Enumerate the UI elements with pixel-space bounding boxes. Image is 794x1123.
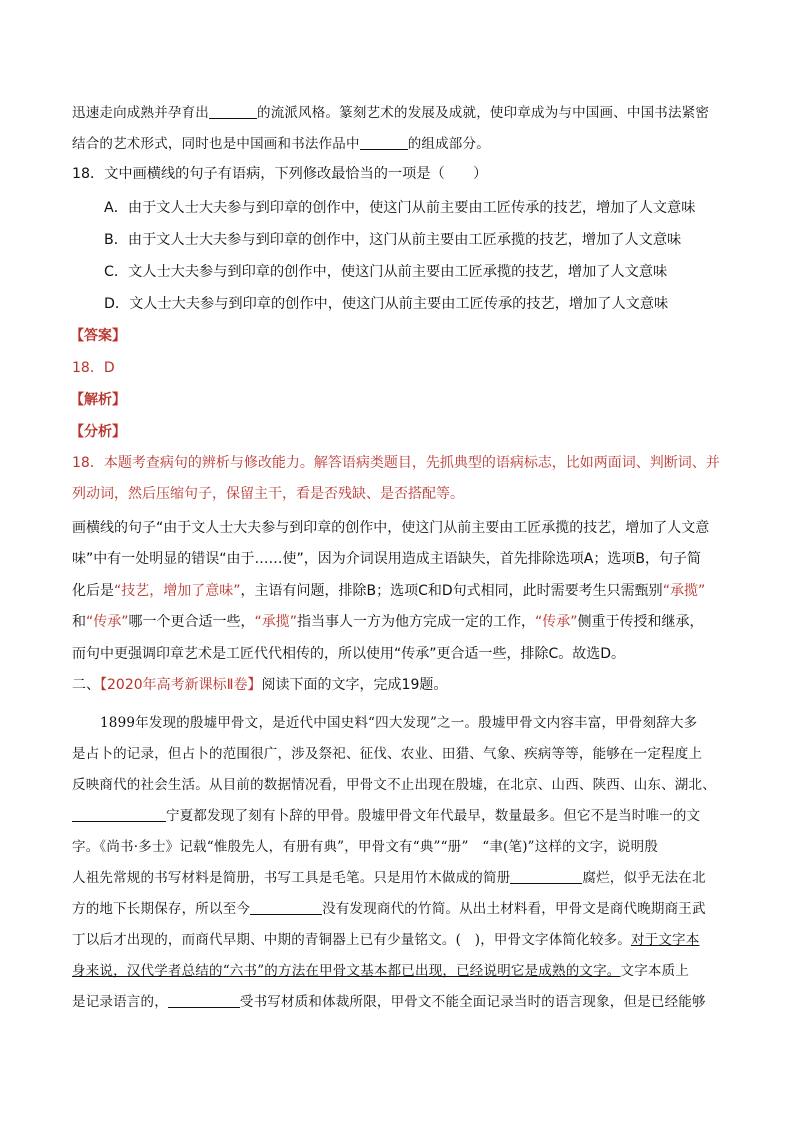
passage-line-6: 人祖先常规的书写材料是简册，书写工具是毛笔。只是用竹木做成的简册 腐烂，似乎无法在北	[72, 870, 706, 886]
passage-line-2: 是占卜的记录，但占卜的范围很广，涉及祭祀、征伐、农业、田猎、气象、疾病等等，能够在一定程度上	[72, 746, 703, 762]
analysis-p2-line-4: 和“传承”哪一个更合适一些，“承揽”指当事人一方为他方完成一定的工作，“传承”侧重于传授和继承，	[72, 614, 704, 630]
analysis-sub-label: 【分析】	[70, 424, 126, 440]
option-d: D．文人士大夫参与到印章的创作中，使这门从前主要由工匠传承的技艺，增加了人文意味	[104, 296, 669, 312]
intro-line-1: 迅速走向成熟并孕育出 的流派风格。篆刻艺术的发展及成就，使印章成为与中国画、中国书法紧密	[72, 105, 710, 121]
analysis-p2-line-2: 味”中有一处明显的错误“由于……使”，因为介词误用造成主语缺失，首先排除选项A；选项B，句子简	[72, 551, 701, 567]
passage-line-5: 字。《尚书·多士》记载“惟殷先人，有册有典”，甲骨文有“典”“册” “聿(笔)”这样的文字，说明殷	[72, 839, 659, 855]
passage-line-10: 是记录语言的， 受书写材质和体裁所限，甲骨文不能全面记录当时的语言现象，但是已经能够	[72, 994, 706, 1010]
passage-line-8: 丁以后才出现的，而商代早期、中期的青铜器上已有少量铭文。( )，甲骨文字体简化较多。对于文字本	[72, 932, 700, 948]
option-c: C．文人士大夫参与到印章的创作中，使这门从前主要由工匠承揽的技艺，增加了人文意味	[104, 264, 668, 280]
analysis-label: 【解析】	[70, 392, 126, 408]
answer-label: 【答案】	[70, 328, 126, 344]
passage-line-9: 身来说，汉代学者总结的“六书”的方法在甲骨文基本都已出现，已经说明它是成熟的文字。文字本质上	[72, 963, 690, 979]
option-a: A．由于文人士大夫参与到印章的创作中，使这门从前主要由工匠传承的技艺，增加了人文意味	[104, 200, 696, 216]
analysis-p2-line-3: 化后是“技艺，增加了意味”，主语有问题，排除B；选项C和D句式相同，此时需要考生只需甄别“承揽”	[72, 583, 706, 599]
question-18: 18．文中画横线的句子有语病，下列修改最恰当的一项是（ ）	[72, 166, 488, 182]
answer-value: 18．D	[72, 360, 115, 376]
analysis-p1-line-2: 列动词，然后压缩句子，保留主干，看是否残缺、是否搭配等。	[72, 486, 464, 502]
fill-blank	[250, 900, 322, 915]
passage-line-1: 1899年发现的殷墟甲骨文，是近代中国史料“四大发现”之一。殷墟甲骨文内容丰富，甲骨刻辞大多	[100, 715, 698, 731]
analysis-p1-line-1: 18．本题考查病句的辨析与修改能力。解答语病类题目，先抓典型的语病标志，比如两面词、判断词、并	[72, 455, 720, 471]
passage-line-3: 反映商代的社会生活。从目前的数据情况看，甲骨文不止出现在殷墟，在北京、山西、陕西、山东、湖北、	[72, 777, 716, 793]
fill-blank	[510, 869, 582, 884]
section-2-header: 二、【2020年高考新课标Ⅱ卷】阅读下面的文字，完成19题。	[72, 677, 448, 693]
analysis-p2-line-1: 画横线的句子“由于文人士大夫参与到印章的创作中，使这门从前主要由工匠承揽的技艺，增加了人文意	[72, 520, 710, 536]
option-b: B．由于文人士大夫参与到印章的创作中，这门从前主要由工匠承揽的技艺，增加了人文意味	[104, 232, 682, 248]
fill-blank	[209, 104, 257, 119]
fill-blank	[360, 135, 408, 150]
passage-line-4: 宁夏都发现了刻有卜辞的甲骨。殷墟甲骨文年代最早，数量最多。但它不是当时唯一的文	[72, 804, 700, 824]
passage-line-7: 方的地下长期保存，所以至今 没有发现商代的竹简。从出土材料看，甲骨文是商代晚期商王武	[72, 901, 706, 917]
fill-blank	[168, 993, 240, 1008]
fill-blank	[72, 807, 166, 822]
analysis-p2-line-5: 而句中更强调印章艺术是工匠代代相传的，所以使用“传承”更合适一些，排除C。故选D。	[72, 646, 626, 662]
intro-line-2: 结合的艺术形式，同时也是中国画和书法作品中 的组成部分。	[72, 136, 490, 152]
